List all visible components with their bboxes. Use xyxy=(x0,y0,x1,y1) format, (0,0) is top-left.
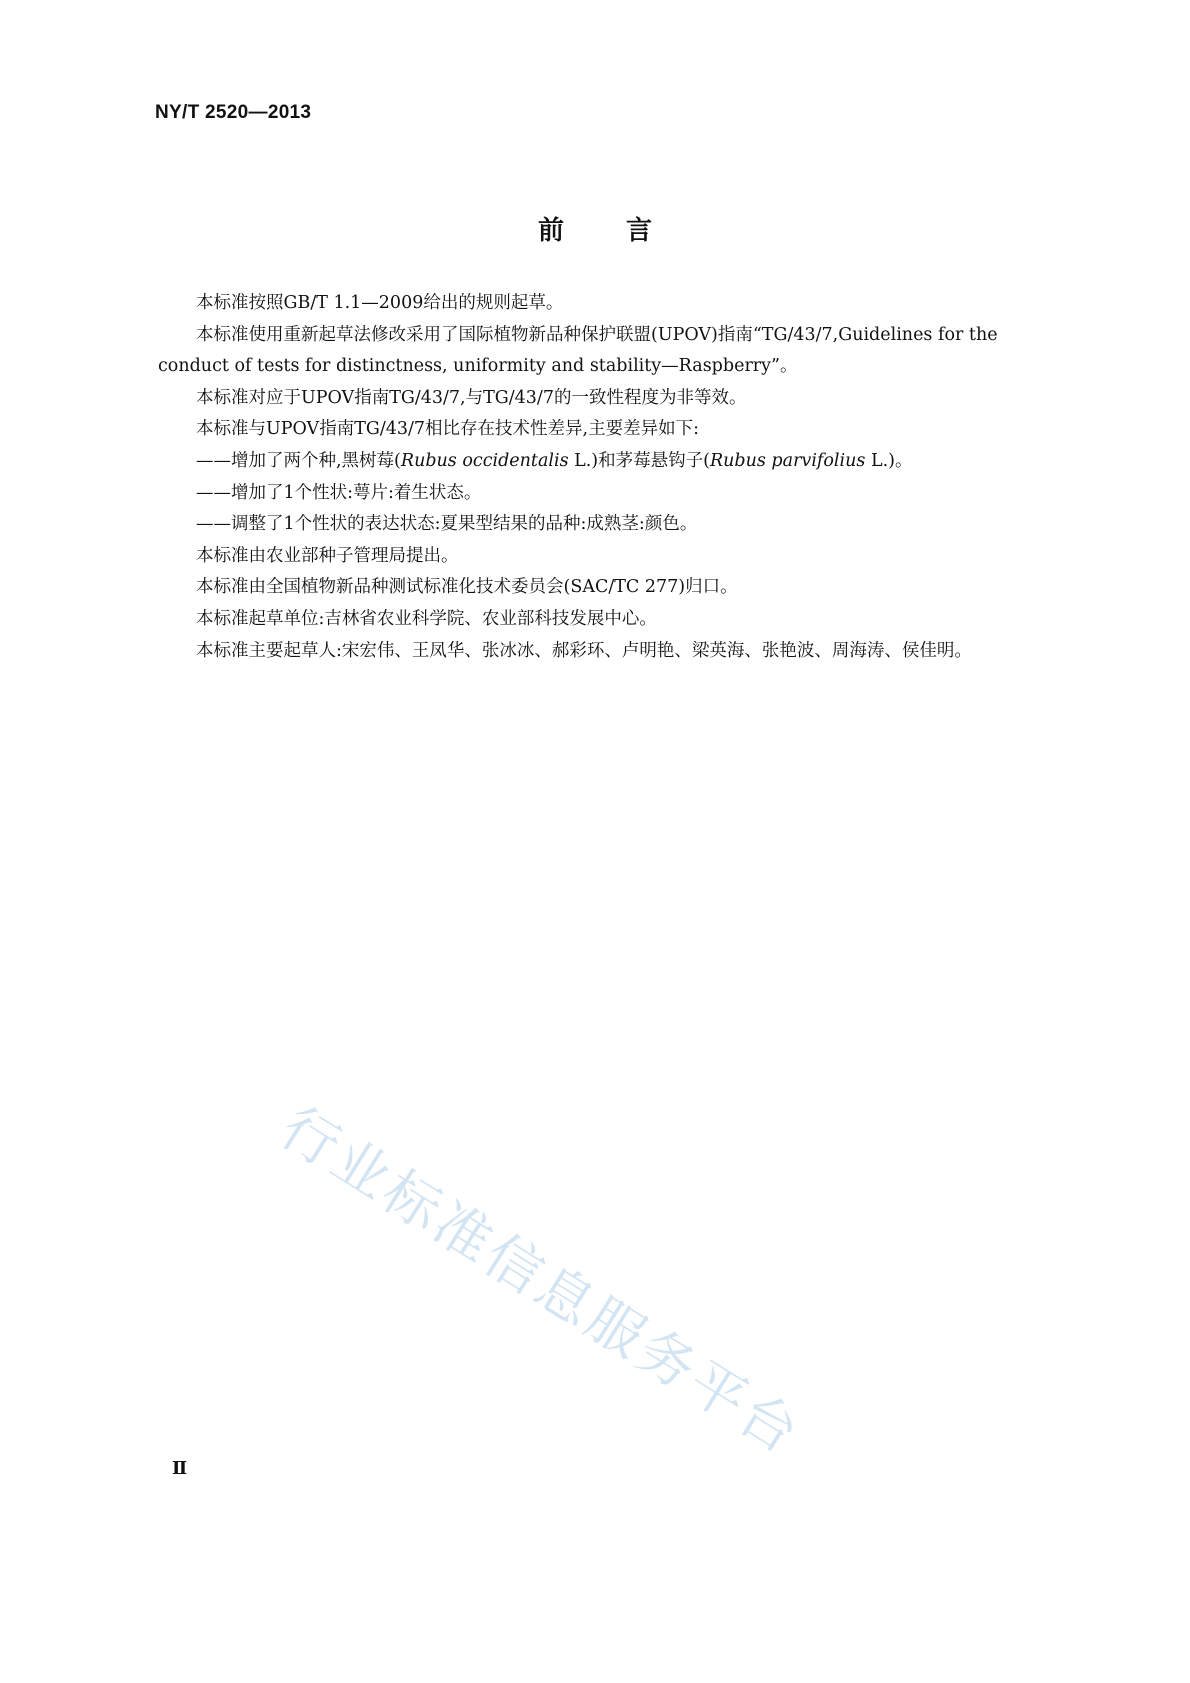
species-name-rubus-occidentalis: Rubus occidentalis xyxy=(400,450,569,471)
paragraph-drafters: 本标准主要起草人:宋宏伟、王凤华、张冰冰、郝彩环、卢明艳、梁英海、张艳波、周海涛、侯佳明。 xyxy=(196,640,972,661)
watermark: 行业标准信息服务平台 xyxy=(269,1095,813,1469)
difference-item-species xyxy=(158,446,1058,478)
foreword-body xyxy=(158,288,1058,667)
difference-species-text-c: L.)和茅莓悬钩子( xyxy=(568,450,710,471)
paragraph-differences-intro: 本标准与UPOV指南TG/43/7相比存在技术性差异,主要差异如下: xyxy=(196,419,700,440)
difference-species-text-e: L.)。 xyxy=(865,450,913,471)
paragraph-drafting-rules: 本标准按照GB/T 1.1—2009给出的规则起草。 xyxy=(196,293,564,313)
paragraph-upov-adoption: 本标准使用重新起草法修改采用了国际植物新品种保护联盟(UPOV)指南“TG/43/7,Guidelines for the conduct of tests for distinctness, uniformity and stability—Raspberry”。 xyxy=(158,324,998,377)
difference-item-expression: ——调整了1个性状的表达状态:夏果型结果的品种:成熟茎:颜色。 xyxy=(196,514,698,535)
paragraph-committee: 本标准由全国植物新品种测试标准化技术委员会(SAC/TC 277)归口。 xyxy=(196,577,738,598)
paragraph-proposer: 本标准由农业部种子管理局提出。 xyxy=(196,545,459,566)
page-title: 前言 xyxy=(537,216,714,246)
paragraph-correspondence: 本标准对应于UPOV指南TG/43/7,与TG/43/7的一致性程度为非等效。 xyxy=(196,387,747,408)
paragraph-drafting-units: 本标准起草单位:吉林省农业科学院、农业部科技发展中心。 xyxy=(196,608,657,629)
difference-species-text-a: ——增加了两个种,黑树莓( xyxy=(196,450,401,471)
standard-code: NY/T 2520—2013 xyxy=(155,102,312,123)
species-name-rubus-parvifolius: Rubus parvifolius xyxy=(709,450,866,471)
difference-item-characteristic: ——增加了1个性状:萼片:着生状态。 xyxy=(196,482,482,503)
page-number: Ⅱ xyxy=(172,1458,188,1479)
